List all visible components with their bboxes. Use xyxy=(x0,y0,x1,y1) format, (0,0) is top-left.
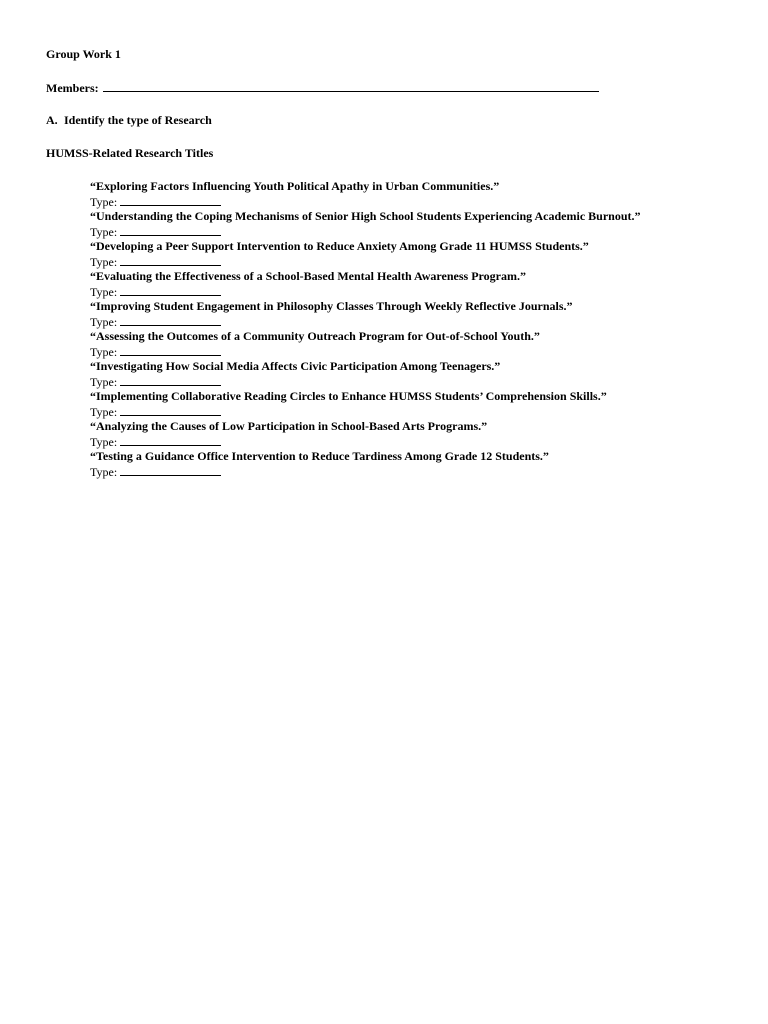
research-title: “Implementing Collaborative Reading Circles to Enhance HUMSS Students’ Comprehension Skills.” xyxy=(90,389,607,403)
type-label: Type: xyxy=(90,405,118,419)
research-title: “Analyzing the Causes of Low Participation in School-Based Arts Programs.” xyxy=(90,419,488,433)
research-title: “Developing a Peer Support Intervention to Reduce Anxiety Among Grade 11 HUMSS Students.” xyxy=(90,239,589,253)
type-answer-line xyxy=(90,464,221,480)
type-blank-line xyxy=(120,404,221,416)
members-label: Members: xyxy=(46,81,99,95)
type-blank-line xyxy=(120,194,221,206)
type-blank-line xyxy=(120,344,221,356)
type-blank-line xyxy=(120,434,221,446)
research-title: “Understanding the Coping Mechanisms of Senior High School Students Experiencing Academic Burnout.” xyxy=(90,209,641,223)
type-label: Type: xyxy=(90,435,118,449)
type-label: Type: xyxy=(90,345,118,359)
type-label: Type: xyxy=(90,465,118,479)
type-answer-line xyxy=(90,344,221,360)
section-heading xyxy=(46,113,212,127)
research-title: “Testing a Guidance Office Intervention to Reduce Tardiness Among Grade 12 Students.” xyxy=(90,449,549,463)
type-blank-line xyxy=(120,314,221,326)
section-letter: A. xyxy=(46,113,58,127)
section-label: Identify the type of Research xyxy=(64,113,212,127)
research-title: “Investigating How Social Media Affects Civic Participation Among Teenagers.” xyxy=(90,359,501,373)
type-label: Type: xyxy=(90,285,118,299)
type-label: Type: xyxy=(90,375,118,389)
type-label: Type: xyxy=(90,195,118,209)
research-title: “Exploring Factors Influencing Youth Political Apathy in Urban Communities.” xyxy=(90,179,500,193)
type-answer-line xyxy=(90,434,221,450)
members-blank-line xyxy=(103,80,599,92)
research-title: “Evaluating the Effectiveness of a School-Based Mental Health Awareness Program.” xyxy=(90,269,526,283)
research-title: “Assessing the Outcomes of a Community Outreach Program for Out-of-School Youth.” xyxy=(90,329,540,343)
type-answer-line xyxy=(90,404,221,420)
type-blank-line xyxy=(120,284,221,296)
type-label: Type: xyxy=(90,315,118,329)
type-blank-line xyxy=(120,224,221,236)
type-blank-line xyxy=(120,254,221,266)
type-answer-line xyxy=(90,194,221,210)
type-answer-line xyxy=(90,224,221,240)
type-answer-line xyxy=(90,374,221,390)
type-answer-line xyxy=(90,284,221,300)
type-blank-line xyxy=(120,464,221,476)
type-label: Type: xyxy=(90,255,118,269)
subtitle: HUMSS-Related Research Titles xyxy=(46,146,214,160)
type-answer-line xyxy=(90,254,221,270)
type-label: Type: xyxy=(90,225,118,239)
members-line xyxy=(46,80,599,95)
type-blank-line xyxy=(120,374,221,386)
research-title: “Improving Student Engagement in Philosophy Classes Through Weekly Reflective Journals.” xyxy=(90,299,573,313)
type-answer-line xyxy=(90,314,221,330)
document-title: Group Work 1 xyxy=(46,47,121,61)
